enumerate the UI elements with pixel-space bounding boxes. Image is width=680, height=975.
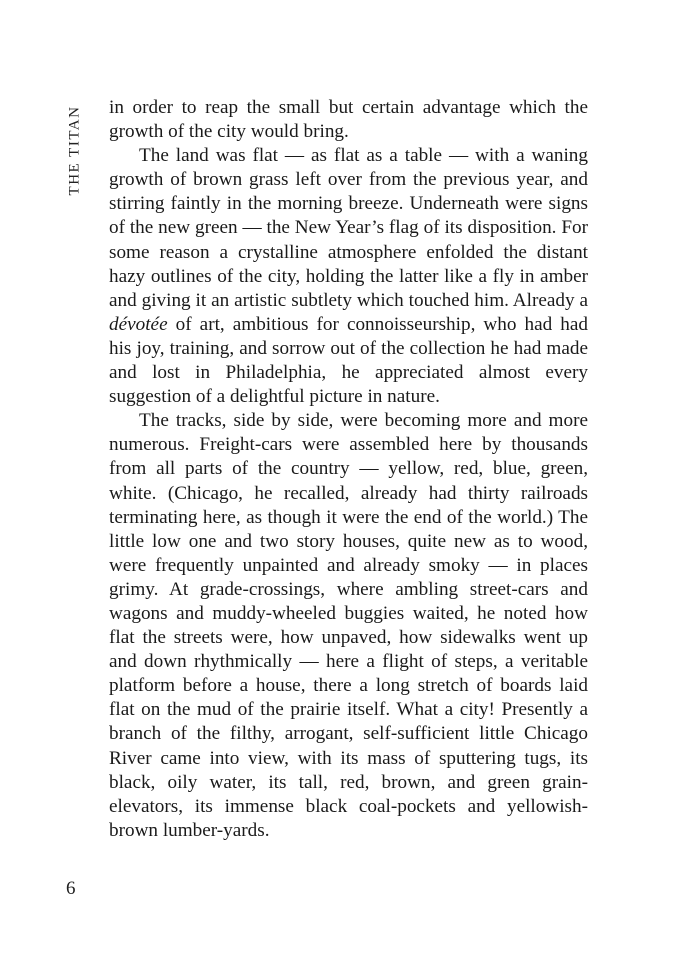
paragraph-2	[109, 144, 588, 409]
paragraph-2-text-a: The land was flat — as flat as a table — with a waning growth of brown grass left over from the previous year, and stirring faintly in the morning breeze. Underneath were signs of the new green — the New Year’s flag of its disposition. For some reason a crystalline atmosphere enfolded the distant hazy outlines of the city, holding the latter like a fly in amber and giving it an artistic subtlety which touched him. Already a	[109, 145, 588, 311]
paragraph-2-text-b: of art, ambitious for connoisseurship, who had had his joy, training, and sorrow out of the collection he had made and lost in Philadelphia, he appreciated almost every suggestion of a delightful picture in nature.	[109, 313, 588, 408]
paragraph-3	[109, 409, 588, 843]
paragraph-1-text: in order to reap the small but certain advantage which the growth of the city would bring.	[109, 97, 588, 143]
running-head	[64, 100, 86, 200]
italic-word-devotee: dévotée	[109, 313, 168, 335]
paragraph-1	[109, 96, 588, 144]
paragraph-3-text: The tracks, side by side, were becoming more and more numerous. Freight-cars were assembled here by thousands from all parts of the country — yellow, red, blue, green, white. (Chicago, he recalled, already had thirty railroads terminating here, as though it were the end of the world.) The little low one and two story houses, quite new as to wood, were frequently unpainted and already smoky — in places grimy. At grade-crossings, where ambling street-cars and wagons and muddy-wheeled buggies waited, he noted how flat the streets were, how unpaved, how sidewalks went up and down rhythmically — here a flight of steps, a veritable platform before a house, there a long stretch of boards laid flat on the mud of the prairie itself. What a city! Presently a branch of the filthy, arrogant, self-sufficient little Chicago River came into view, with its mass of sputtering tugs, its black, oily water, its tall, red, brown, and green grain-elevators, its immense black coal-pockets and yellowish-brown lumber-yards.	[109, 410, 588, 841]
running-head-title: THE TITAN	[66, 105, 83, 195]
body-text	[109, 96, 588, 843]
page-number: 6	[66, 878, 76, 899]
